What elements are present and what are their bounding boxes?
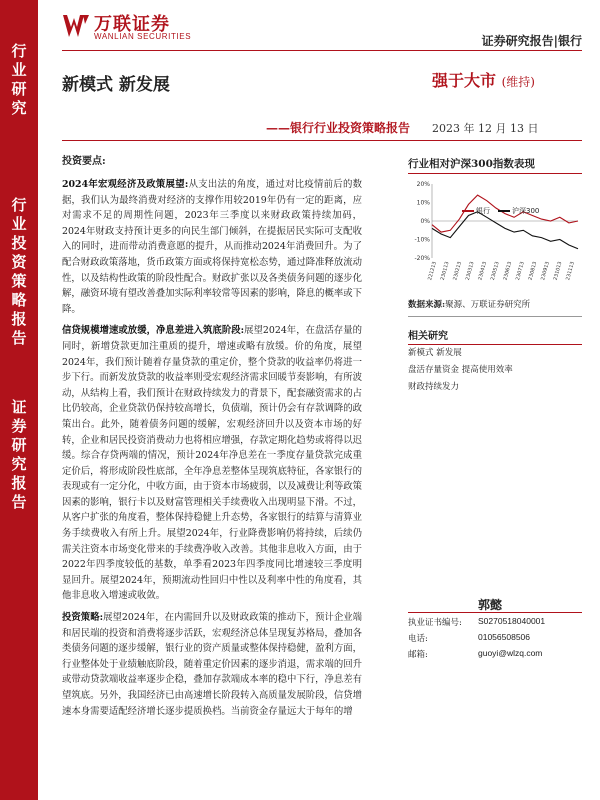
y-tick-label: 10%: [416, 199, 430, 207]
x-tick-label: 230513: [489, 260, 501, 281]
related-item[interactable]: 盘活存量资金 提高使用效率: [408, 365, 513, 375]
report-type: 证券研究报告|银行: [481, 34, 582, 48]
analyst-phone-row: 电话: 01056508506: [408, 632, 531, 644]
x-tick-label: 230813: [527, 260, 539, 281]
x-tick-label: 230113: [439, 260, 451, 281]
x-tick-label: 230713: [515, 260, 526, 281]
sidebar-label-strategy-report: 行 业 投 资 策 略 报 告: [11, 196, 27, 347]
logo-text-en: WANLIAN SECURITIES: [94, 32, 192, 41]
related-research-title: 相关研究: [408, 327, 582, 345]
paragraph-strategy: 投资策略:展望2024年，在内需回升以及财政政策的推动下，预计企业端和居民端的投资和消费将逐步活跃，宏观经济总体呈现复苏格局，叠加各类债务问题的逐步缓解，银行业的资产质量或整体保持稳健，盈利方面，行业整体处于业绩触底阶段，随着重定价因素的逐步消退，需求端的回升或带动贷款端收益率逐步企稳，叠加存款端成本率的稳中下行，净息差有望筑底。另外，我国经济已由高速增长阶段转入高质量发展阶段，信贷增速本身需要适配经济增长逐步提质换档。当前资金存量远大于每年的增: [62, 612, 363, 717]
x-tick-label: 231113: [565, 260, 576, 281]
paragraph-credit-lead: 信贷规模增速或放缓，净息差进入筑底阶段:: [62, 325, 245, 337]
report-title: 新模式 新发展: [62, 75, 170, 95]
rating: [432, 68, 535, 91]
x-tick-label: 230213: [452, 260, 464, 281]
body-column: [62, 146, 362, 719]
sidebar-label-industry-research: 行 业 研 究: [11, 42, 27, 117]
company-logo: [62, 10, 222, 46]
analyst-cert-row: 执业证书编号: S0270518040001: [408, 616, 546, 628]
y-tick-label: -10%: [414, 236, 430, 244]
performance-chart: [408, 176, 582, 292]
paragraph-credit: 信贷规模增速或放缓，净息差进入筑底阶段:展望2024年，在盘活存量的同时，新增贷款更加注重质的提升，增速或略有放缓。价的角度，展望2024年，我们预计随着存量贷款的重定价，整个贷款的收益率仍将进一步下行。而新发放贷款的收益率则受宏观经济需求回暖节奏影响，有所波动，从结构上看，我们预计在财政持续发力的背景下，配套融资需求的占比仍较高，企业贷款仍保持较高增长，负债端，预计仍会有存款调降的政策出台。此外，随着债务问题的缓解，宏观经济回升以及资本市场的好转，企业和居民投资消费动力也将相应增强，存款定期化趋势或将得以迟缓。综合存贷两端的情况，预计2024年净息差在一季度存量贷款完成重定价后，将形成阶段性底部，全年净息差整体呈现筑底特征，各家银行的表现或有一定分化，中收方面，由于资本市场疲弱，以及减费让利等政策因素的影响，银行卡以及财富管理相关手续费收入出现明显下滑。不过，从客户扩张的角度看，整体保持稳健上升态势，各家银行的结算与清算业务手续费收入有所上升。展望2024年，行业降费影响仍将持续，后续仍需关注资本市场变化带来的手续费净收入改善。其他非息收入方面，由于2022年四季度较低的基数，单季看2023年四季度同比增速较三季度明显回升。展望2024年，预期流动性回归中性以及利率中性的角度看，其他非息收入增速或收敛。: [62, 325, 363, 602]
legend-item-hs300: 沪深300: [498, 206, 539, 216]
x-tick-label: 230413: [477, 260, 489, 281]
top-divider: [62, 50, 582, 51]
analyst-name: 郭懿: [478, 598, 503, 612]
paragraph-strategy-lead: 投资策略:: [62, 612, 104, 624]
legend-item-bank: 银行: [462, 206, 490, 216]
key-points-heading: 投资要点:: [62, 156, 106, 167]
rating-text: 强于大市: [432, 71, 497, 90]
analyst-email-row[interactable]: 邮箱: guoyi@wlzq.com: [408, 648, 543, 660]
x-tick-label: 230913: [540, 260, 551, 281]
x-tick-label: 230313: [464, 260, 476, 281]
paragraph-macro-lead: 2024年宏观经济及政策展望:: [62, 179, 189, 190]
chart-source: 数据来源:聚源、万联证券研究所: [408, 298, 582, 317]
rating-note: (维持): [501, 75, 535, 89]
report-subtitle: ——银行行业投资策略报告: [265, 121, 410, 135]
series-line-1: [432, 212, 578, 249]
chart-legend: [462, 206, 539, 216]
paragraph-macro: 2024年宏观经济及政策展望:从支出法的角度，通过对比疫情前后的数据，我们认为最终消费对经济的支撑作用较2019年仍有一定的距离，应对需求不足的周期性问题，2023年三季度以来财政政策持续加码，2024年财政支持预计更多的向民生部门倾斜，在提振居民实际可支配收入的同时，进而带动消费意愿的提升，从而推动2024年消费回升。为了配合财政政策落地，货币政策方面或将保持宽松态势，通过降准释放流动性，以及结构性政策的阶段性配合。财政扩张以及各类债务问题的逐步化解，融资环境有望改善叠加实际利率较常等因素的影响，降息的概率或下降。: [62, 179, 363, 315]
analyst-divider: [408, 612, 582, 613]
logo-text-cn: 万联证券: [94, 14, 170, 35]
x-tick-label: 230613: [502, 260, 514, 281]
chart-svg: [408, 176, 582, 292]
wanlian-logo-icon: [62, 12, 90, 40]
title-divider: [62, 140, 582, 141]
side-column: [408, 146, 582, 396]
sidebar: [0, 0, 38, 800]
y-tick-label: 20%: [416, 181, 430, 188]
x-tick-label: 221213: [427, 260, 438, 281]
related-item[interactable]: 财政持续发力: [408, 382, 460, 392]
chart-title: 行业相对沪深300指数表现: [408, 146, 582, 174]
related-item[interactable]: 新模式 新发展: [408, 348, 462, 358]
sidebar-label-securities-report: 证 券 研 究 报 告: [11, 398, 27, 511]
report-date: 2023 年 12 月 13 日: [432, 122, 539, 135]
x-tick-label: 231013: [552, 260, 564, 281]
y-tick-label: 0%: [420, 218, 430, 225]
y-tick-label: -20%: [414, 255, 430, 262]
